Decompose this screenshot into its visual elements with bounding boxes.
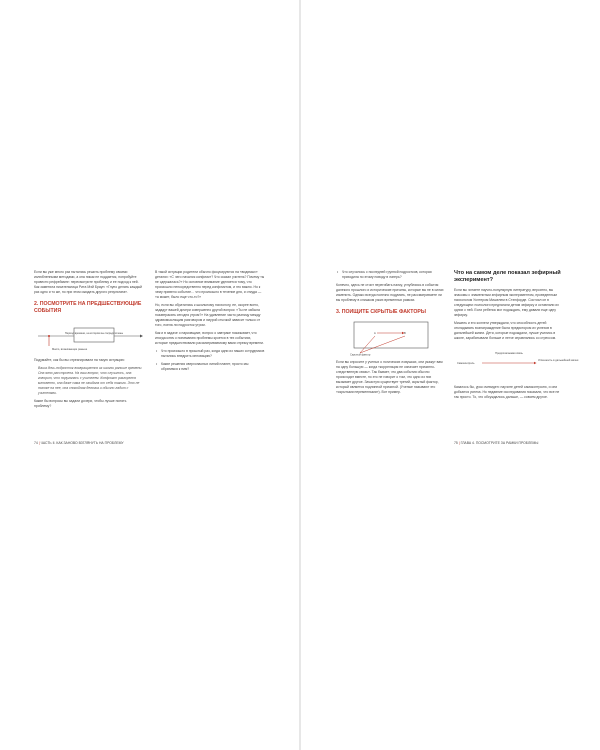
running-head: ГЛАВА 4. ПОСМОТРИТЕ ЗА РАМКИ ПРОБЛЕМЫ — [460, 441, 539, 445]
paragraph: Мишель и его коллеги утверждали, что способность детей откладывать вознаграждение была предиктором их успехов в дальнейшей жизни. Дети, которые подождали, лучше учились в школе, зарабатывали больше и легче справлялись со стрессом. — [454, 321, 557, 340]
page-number: 74 — [34, 441, 38, 445]
paragraph: Как и в задаче о парковщике, вопрос о завтраке показывает, что иногда ключ к пониманию проблемы кроется в тех событиях, которые предшествовали рассматриваемому вами отрезку времени. — [155, 331, 264, 345]
marshmallow-figure — [454, 345, 579, 381]
timeline-arrowhead — [140, 335, 143, 338]
paragraph: Но, если вы обратились к школьному психологу, ее, скорее всего, зададут вашей дочери совершенно другой вопрос: «Ты не забыла позавтракать сегодня утром?» На удивление часто разницу между здравомыслящим разговором и хмурой стычкой зависит только от того, поела ли подросток утром. — [155, 303, 261, 327]
node-a-label: A — [374, 331, 376, 335]
left-page-footer — [34, 441, 124, 445]
earlier-events-label: Много, возникающие раньше — [52, 348, 88, 351]
marshmallow-diagram — [454, 345, 579, 381]
page-number: 75 — [454, 441, 458, 445]
paragraph: В такой ситуации родители обычно фокусируются на «видимых» деталях: «С чего начался конфликт? Что сказал учитель? Почему ты не сдержалась?» Но основное внимание уделяется тому, что произошло непосредственно перед конфликтом, и это важно. Но к чему привело событие… что произошло в течение дня, и откуда — «а может, было еще что-то?» — [155, 270, 265, 299]
timeline-figure — [34, 318, 144, 354]
gutter — [299, 0, 301, 750]
assumed-link-label: Предполагаемая связь — [495, 352, 523, 355]
paragraph: Какие бы вопросы вы задали дочери, чтобы лучше понять проблему? — [34, 399, 127, 408]
section-heading: 2. ПОСМОТРИТЕ НА ПРЕДШЕСТВУЮЩИЕ СОБЫТИЯ — [34, 301, 142, 314]
bullet-item: • Что случилось с последней группой подростков, которая приходила по этому поводу в лагерь? — [336, 270, 446, 280]
frame-box — [354, 322, 428, 348]
focus-period-label: Период времени, на котором вы сосредоточены — [64, 332, 124, 335]
paragraph: Если вы читаете научно-популярную литературу, вероятно, вы знакомы с знаменитым зефирным экспериментом, проведенным психологом Уолтером Мишелем в Стэнфорде. Состоял он в следующем: психологи предлагали детям зефирку и оставляли их одних с ней. Если ребенок мог подождать, ему давали еще одну зефирку. — [454, 288, 559, 317]
section-heading: 3. ПОИЩИТЕ СКРЫТЫЕ ФАКТОРЫ — [336, 309, 426, 315]
paragraph: Конечно, здесь не стоит перегибать палку, углубляясь в события далекого прошлого и исторические причины, которые вы не в силах изменить. Однако всегда полезно подумать, не рассматриваете ли вы проблему в слишком узких временных рамках. — [336, 283, 444, 302]
right-page-column-1 — [336, 270, 446, 398]
footer-separator: | — [38, 441, 41, 445]
paragraph: Казалось бы, урок очевиден: научите детей самоконтролю, и они добьются успеха. Но недавние исследования показали, что все не так просто. То, что обсуждалось дальше, — совсем другое. — [454, 385, 560, 399]
paragraph: Подумайте, как бы вы отреагировали на такую ситуацию: — [34, 358, 125, 362]
life-success-label: Успешность в дальнейшей жизни — [538, 359, 579, 362]
bullet-item: • Какие решения сверхопасных линий планет, просто мы обратимся к ним? — [155, 362, 265, 372]
running-head: ЧАСТЬ II. КАК ЗАНОВО ВЗГЛЯНУТЬ НА ПРОБЛЕМУ — [40, 441, 124, 445]
earlier-event-dot — [48, 335, 50, 337]
hidden-factor-diagram — [336, 320, 446, 356]
paragraph: Если вы спросите у ученых о логических ловушках, они укажут вам на одну большую — когда «корреляция не означает причинно-следственную связь». Так бывает, что два события обычно происходят вместе, но это не говорит о том, что одно из них вызывает другое. Зачастую существует третий, скрытый фактор, который является подлинной причиной. (Ученые называют это «скрытыми переменными»). Вот пример. — [336, 359, 443, 394]
bullet-item: • Что произошло в прошлый раз, когда одни из наших сотрудников пытались внедрить инновацию? — [155, 349, 265, 359]
quote: Ваша дочь-подросток возвращается из школы раньше времени. Она явно расстроена. На ваш вопрос, что случилось, она говорит, что поругалась с учителем. Конфликт разгорелся мгновенно, она даже сама не ожидала от себя такого. Это не похоже на нее, она спокойная девочка и обычно ладит с учителями. — [38, 366, 143, 395]
node-b-label: B — [404, 331, 406, 335]
hidden-factor-label: Скрытый фактор — [350, 353, 371, 356]
assumed-link-arrowhead — [534, 362, 537, 364]
left-page-column-2 — [155, 270, 265, 375]
hidden-factor-figure — [336, 320, 446, 356]
self-control-label: Самоконтроль — [457, 362, 475, 365]
footer-separator: | — [458, 441, 461, 445]
focus-period-box — [74, 328, 114, 342]
right-page-column-2 — [454, 270, 579, 403]
right-page-footer — [454, 441, 538, 445]
paragraph: Если вы уже много раз пытались решить проблему своими излюбленными методами, а она никак не поддается, попробуйте провести рефрейминг: пересмотрите проблему и ее подход к ней. Как заметила писательница Рита Мэй Браун: «Глупо делать каждый раз одно и то же, но при этом ожидать другого результата». — [34, 270, 142, 294]
sidebar-heading: Что на самом деле показал зефирный эксперимент? — [454, 270, 561, 283]
left-page-column-1 — [34, 270, 144, 412]
timeline-diagram — [34, 318, 144, 354]
